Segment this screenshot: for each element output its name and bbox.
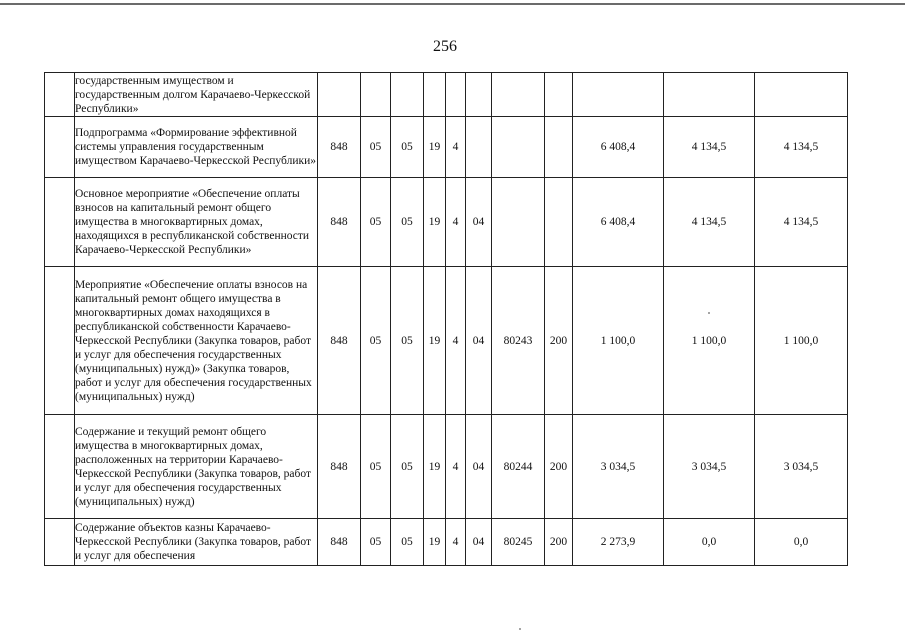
amount-year-3: 1 100,0	[755, 267, 848, 415]
amount-year-3	[755, 73, 848, 117]
row-description: государственным имуществом и государственным долгом Карачаево-Черкесской Республики»	[75, 73, 318, 117]
ministry-code: 848	[318, 117, 361, 178]
section-code: 05	[361, 415, 391, 519]
ministry-code: 848	[318, 519, 361, 566]
direction-code: 80244	[492, 415, 545, 519]
row-number-cell	[45, 519, 75, 566]
table-row	[45, 519, 848, 566]
subsection-code: 05	[391, 117, 424, 178]
scan-speck	[519, 628, 521, 630]
ministry-code	[318, 73, 361, 117]
row-number-cell	[45, 117, 75, 178]
direction-code: 80243	[492, 267, 545, 415]
expense-type-code: 200	[545, 415, 573, 519]
direction-code: 80245	[492, 519, 545, 566]
program-code: 19	[424, 415, 446, 519]
table-row	[45, 117, 848, 178]
expense-type-code	[545, 73, 573, 117]
row-number-cell	[45, 178, 75, 267]
row-description: Содержание объектов казны Карачаево-Черкесской Республики (Закупка товаров, работ и услуг для обеспечения	[75, 519, 318, 566]
budget-table	[44, 72, 848, 566]
subprogram-code: 4	[446, 117, 466, 178]
subprogram-code: 4	[446, 267, 466, 415]
program-code: 19	[424, 117, 446, 178]
program-code: 19	[424, 178, 446, 267]
subprogram-code: 4	[446, 415, 466, 519]
expense-type-code: 200	[545, 267, 573, 415]
row-description: Основное мероприятие «Обеспечение оплаты взносов на капитальный ремонт общего имущества в многоквартирных домах, находящихся в республиканской собственности Карачаево-Черкесской Республики»	[75, 178, 318, 267]
subsection-code	[391, 73, 424, 117]
section-code: 05	[361, 519, 391, 566]
direction-code	[492, 178, 545, 267]
row-number-cell	[45, 73, 75, 117]
amount-year-2: 3 034,5	[664, 415, 755, 519]
row-number-cell	[45, 415, 75, 519]
amount-year-3: 4 134,5	[755, 178, 848, 267]
program-code: 19	[424, 519, 446, 566]
main-event-code	[466, 117, 492, 178]
page-number: 256	[433, 38, 457, 55]
amount-year-2: 0,0	[664, 519, 755, 566]
program-code: 19	[424, 267, 446, 415]
row-description: Мероприятие «Обеспечение оплаты взносов на капитальный ремонт общего имущества в многоквартирных домах находящихся в республиканской собственности Карачаево-Черкесской Республики (Закупка товаров, работ и услуг для обеспечения государственных (муниципальных) нужд)» (Закупка товаров, работ и услуг для обеспечения государственных (муниципальных) нужд)	[75, 267, 318, 415]
table-row	[45, 73, 848, 117]
section-code: 05	[361, 117, 391, 178]
amount-year-1: 6 408,4	[573, 117, 664, 178]
expense-type-code	[545, 178, 573, 267]
main-event-code: 04	[466, 415, 492, 519]
section-code: 05	[361, 178, 391, 267]
ministry-code: 848	[318, 267, 361, 415]
direction-code	[492, 73, 545, 117]
subsection-code: 05	[391, 178, 424, 267]
section-code	[361, 73, 391, 117]
expense-type-code: 200	[545, 519, 573, 566]
subprogram-code: 4	[446, 178, 466, 267]
amount-year-3: 3 034,5	[755, 415, 848, 519]
subsection-code: 05	[391, 267, 424, 415]
amount-year-1	[573, 73, 664, 117]
expense-type-code	[545, 117, 573, 178]
direction-code	[492, 117, 545, 178]
row-description: Содержание и текущий ремонт общего имущества в многоквартирных домах, расположенных на территории Карачаево-Черкесской Республики (Закупка товаров, работ и услуг для обеспечения государственных (муниципальных) нужд)	[75, 415, 318, 519]
amount-year-2: 4 134,5	[664, 117, 755, 178]
scan-top-edge	[0, 3, 905, 5]
main-event-code: 04	[466, 178, 492, 267]
table-row	[45, 415, 848, 519]
amount-year-3: 4 134,5	[755, 117, 848, 178]
amount-year-2: 4 134,5	[664, 178, 755, 267]
amount-year-3: 0,0	[755, 519, 848, 566]
amount-year-2: 1 100,0	[664, 267, 755, 415]
main-event-code	[466, 73, 492, 117]
subprogram-code: 4	[446, 519, 466, 566]
row-number-cell	[45, 267, 75, 415]
ministry-code: 848	[318, 178, 361, 267]
amount-year-2	[664, 73, 755, 117]
amount-year-1: 3 034,5	[573, 415, 664, 519]
subsection-code: 05	[391, 519, 424, 566]
amount-year-1: 6 408,4	[573, 178, 664, 267]
main-event-code: 04	[466, 519, 492, 566]
table-row	[45, 267, 848, 415]
amount-year-1: 1 100,0	[573, 267, 664, 415]
main-event-code: 04	[466, 267, 492, 415]
row-description: Подпрограмма «Формирование эффективной системы управления государственным имуществом Карачаево-Черкесской Республики»	[75, 117, 318, 178]
subprogram-code	[446, 73, 466, 117]
program-code	[424, 73, 446, 117]
amount-year-1: 2 273,9	[573, 519, 664, 566]
ministry-code: 848	[318, 415, 361, 519]
section-code: 05	[361, 267, 391, 415]
subsection-code: 05	[391, 415, 424, 519]
table-row	[45, 178, 848, 267]
scan-speck	[708, 312, 710, 314]
